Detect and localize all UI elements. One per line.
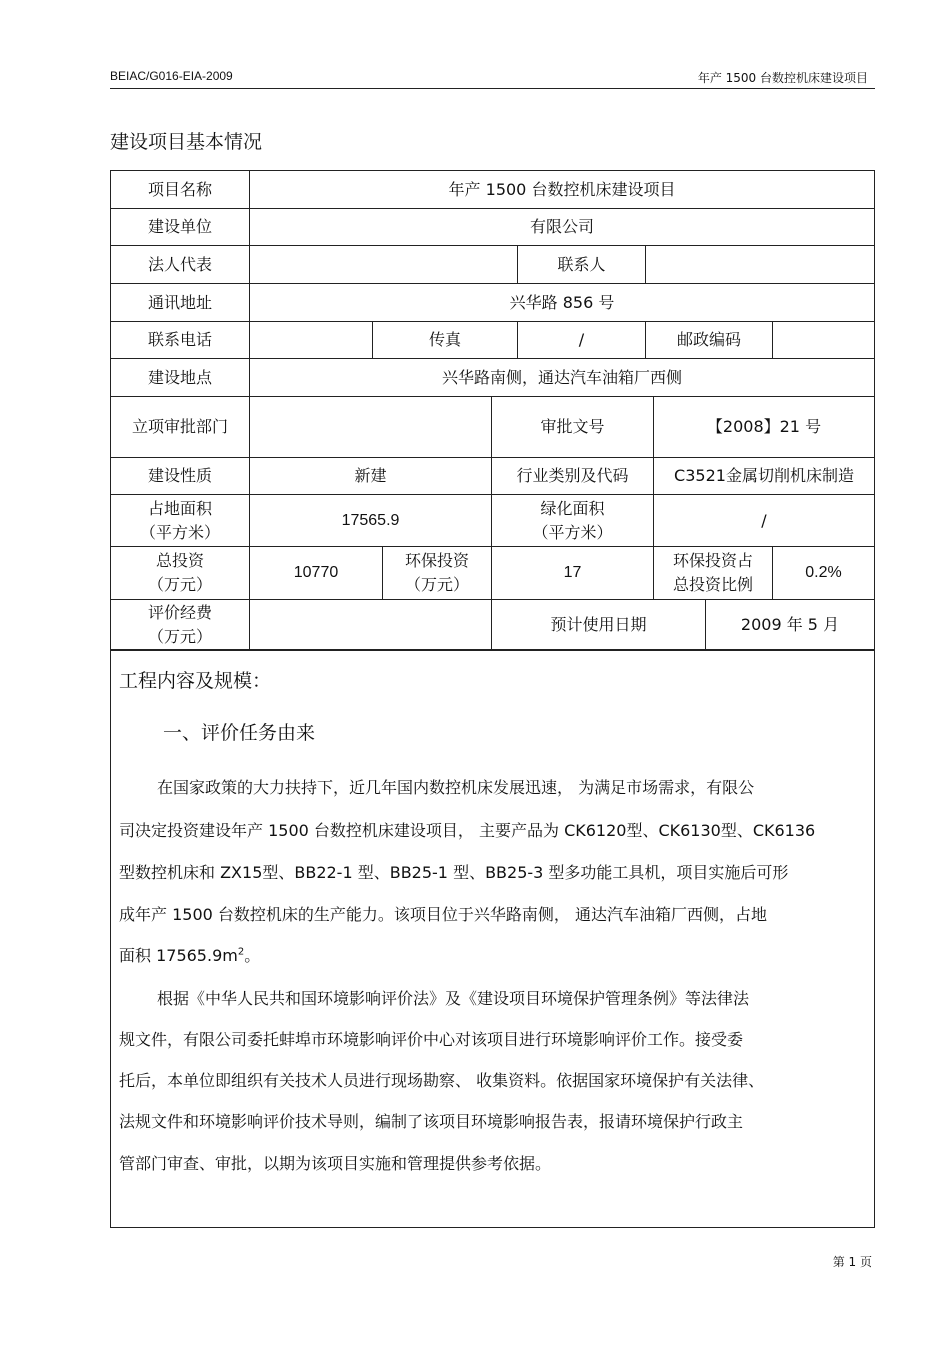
approval-dept-value bbox=[249, 396, 491, 457]
green-area-label: 绿化面积 （平方米） bbox=[491, 494, 653, 546]
paragraph-line: 成年产 1500 台数控机床的生产能力。该项目位于兴华路南侧， 通达汽车油箱厂西侧，占地 bbox=[119, 905, 767, 924]
paragraph-line: 规文件，有限公司委托蚌埠市环境影响评价中心对该项目进行环境影响评价工作。接受委 bbox=[119, 1030, 744, 1049]
paragraph-line: 型数控机床和 ZX15型、BB22-1 型、BB25-1 型、BB25-3 型多功能工具机，项目实施后可形 bbox=[119, 863, 789, 882]
postcode-label: 邮政编码 bbox=[645, 321, 772, 358]
contact-value bbox=[645, 245, 875, 283]
fee-label: 评价经费 （万元） bbox=[110, 599, 249, 650]
area-text: 面积 17565.9m bbox=[119, 946, 238, 965]
use-date-value: 2009 年 5 月 bbox=[705, 599, 875, 650]
project-name-label: 项目名称 bbox=[110, 170, 249, 208]
section-title: 建设项目基本情况 bbox=[110, 131, 263, 153]
phone-label: 联系电话 bbox=[110, 321, 249, 358]
address-value: 兴华路 856 号 bbox=[249, 283, 875, 321]
industry-label: 行业类别及代码 bbox=[491, 457, 653, 494]
use-date-label: 预计使用日期 bbox=[491, 599, 705, 650]
document-code: BEIAC/G016-EIA-2009 bbox=[110, 69, 233, 83]
approval-no-label: 审批文号 bbox=[491, 396, 653, 457]
fee-value bbox=[249, 599, 491, 650]
paragraph-line: 管部门审查、审批，以期为该项目实施和管理提供参考依据。 bbox=[119, 1154, 552, 1173]
paragraph-line: 法规文件和环境影响评价技术导则，编制了该项目环境影响报告表，报请环境保护行政主 bbox=[119, 1112, 744, 1131]
green-area-value: / bbox=[653, 494, 875, 546]
content-subheading: 一、评价任务由来 bbox=[163, 722, 316, 744]
industry-value: C3521金属切削机床制造 bbox=[653, 457, 875, 494]
builder-value: 有限公司 bbox=[249, 208, 875, 245]
address-label: 通讯地址 bbox=[110, 283, 249, 321]
investment-value: 10770 bbox=[249, 546, 382, 599]
period: 。 bbox=[244, 946, 261, 965]
postcode-value bbox=[772, 321, 875, 358]
approval-dept-label: 立项审批部门 bbox=[110, 396, 249, 457]
paragraph-line: 托后，本单位即组织有关技术人员进行现场勘察、 收集资料。依据国家环境保护有关法律、 bbox=[119, 1071, 765, 1090]
nature-value: 新建 bbox=[249, 457, 491, 494]
page-number: 第 1 页 bbox=[832, 1255, 872, 1269]
env-ratio-value: 0.2% bbox=[772, 546, 875, 599]
nature-label: 建设性质 bbox=[110, 457, 249, 494]
area-label: 占地面积 （平方米） bbox=[110, 494, 249, 546]
project-name-value: 年产 1500 台数控机床建设项目 bbox=[249, 170, 875, 208]
area-value: 17565.9 bbox=[249, 494, 491, 546]
fax-label: 传真 bbox=[372, 321, 517, 358]
builder-label: 建设单位 bbox=[110, 208, 249, 245]
site-value: 兴华路南侧，通达汽车油箱厂西侧 bbox=[249, 358, 875, 396]
env-investment-value: 17 bbox=[491, 546, 653, 599]
contact-label: 联系人 bbox=[517, 245, 645, 283]
paragraph-line: 在国家政策的大力扶持下，近几年国内数控机床发展迅速， 为满足市场需求，有限公 bbox=[157, 778, 755, 797]
header-rule bbox=[110, 88, 875, 89]
env-ratio-label: 环保投资占 总投资比例 bbox=[653, 546, 772, 599]
content-heading: 工程内容及规模： bbox=[119, 670, 272, 692]
header-project-name: 年产 1500 台数控机床建设项目 bbox=[697, 71, 868, 85]
env-investment-label: 环保投资 （万元） bbox=[382, 546, 491, 599]
site-label: 建设地点 bbox=[110, 358, 249, 396]
paragraph-line bbox=[119, 943, 260, 966]
paragraph-line: 司决定投资建设年产 1500 台数控机床建设项目， 主要产品为 CK6120型、CK6130型、CK6136 bbox=[119, 821, 816, 840]
phone-value bbox=[249, 321, 372, 358]
investment-label: 总投资 （万元） bbox=[110, 546, 249, 599]
legal-rep-value bbox=[249, 245, 517, 283]
fax-value: / bbox=[517, 321, 645, 358]
paragraph-line: 根据《中华人民共和国环境影响评价法》及《建设项目环境保护管理条例》等法律法 bbox=[157, 989, 750, 1008]
legal-rep-label: 法人代表 bbox=[110, 245, 249, 283]
superscript: 2 bbox=[237, 946, 245, 958]
approval-no-value: 【2008】21 号 bbox=[653, 396, 875, 457]
